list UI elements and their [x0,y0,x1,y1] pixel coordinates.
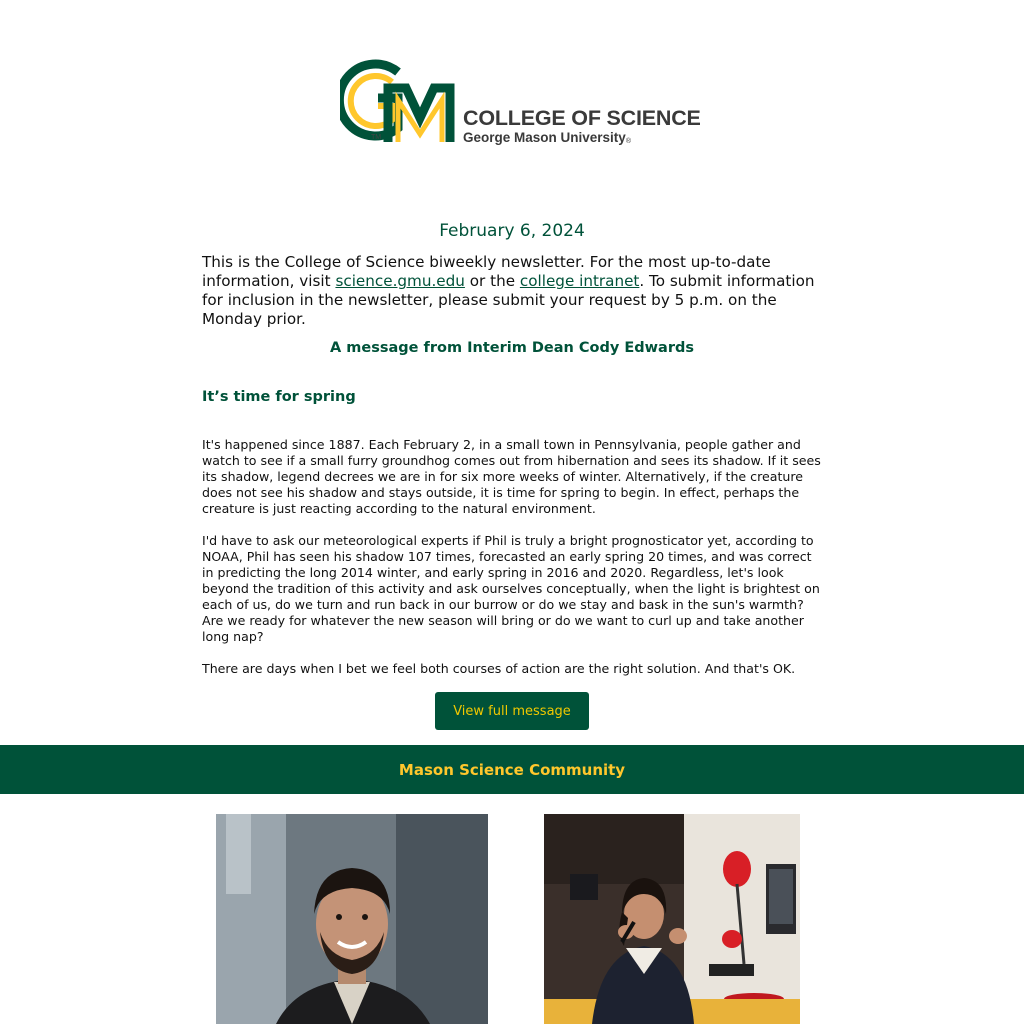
intro-text-3: . To submit information for inclusion in the newsletter, please submit your request by 5 p.m. on the Monday prior. [202,272,815,328]
college-logo[interactable] [340,58,701,150]
dean-message-body [202,437,827,693]
dean-message-heading: A message from Interim Dean Cody Edwards [330,340,694,356]
registered-mark: ® [625,138,631,145]
intro-text-2: or the [464,272,520,290]
trademark-mark: TM [371,134,382,141]
intro-text-1: This is the College of Science biweekly newsletter. For the most up-to-date information, visit [202,253,771,290]
article-title: It’s time for spring [202,389,356,405]
portrait-photo-image [216,814,488,1024]
newsletter-date: February 6, 2024 [439,221,585,241]
newsletter-intro [202,253,827,329]
college-intranet-link[interactable]: college intranet [519,272,640,290]
speaker-photo-image [544,814,800,1024]
logo-university-text: George Mason University [463,130,626,145]
message-paragraph: I'd have to ask our meteorological experts if Phil is truly a bright prognosticator yet, according to NOAA, Phil has seen his shadow 107 times, forecasted an early spring 20 times, and was correct in predicting the long 2014 winter, and early spring in 2016 and 2020. Regardless, let's look beyond the tradition of this activity and ask ourselves conceptually, when the light is brightest on each of us, do we turn and run back in our burrow or do we stay and bask in the sun's warmth? Are we ready for whatever the new season will bring or do we want to curl up and take another long nap? [202,533,820,644]
community-photo-portrait[interactable] [216,814,488,1024]
view-full-message-button[interactable]: View full message [435,692,589,730]
community-section-band [0,745,1024,794]
logo-college-name: COLLEGE OF SCIENCE [463,106,701,130]
message-paragraph: There are days when I bet we feel both courses of action are the right solution. And that's OK. [202,661,796,676]
logo-university-name [463,130,631,145]
community-heading: Mason Science Community [398,760,626,779]
message-paragraph: It's happened since 1887. Each February 2, in a small town in Pennsylvania, people gather and watch to see if a small furry groundhog comes out from hibernation and sees its shadow. If it sees its shadow, legend decrees we are in for six more weeks of winter. Alternatively, if the creature does not see his shadow and stays outside, it is time for spring to begin. In effect, perhaps the creature is just reacting according to the natural environment. [202,437,821,516]
science-site-link[interactable]: science.gmu.edu [335,272,465,290]
community-photo-speaker[interactable] [544,814,800,1024]
gm-monogram-icon [340,58,455,148]
